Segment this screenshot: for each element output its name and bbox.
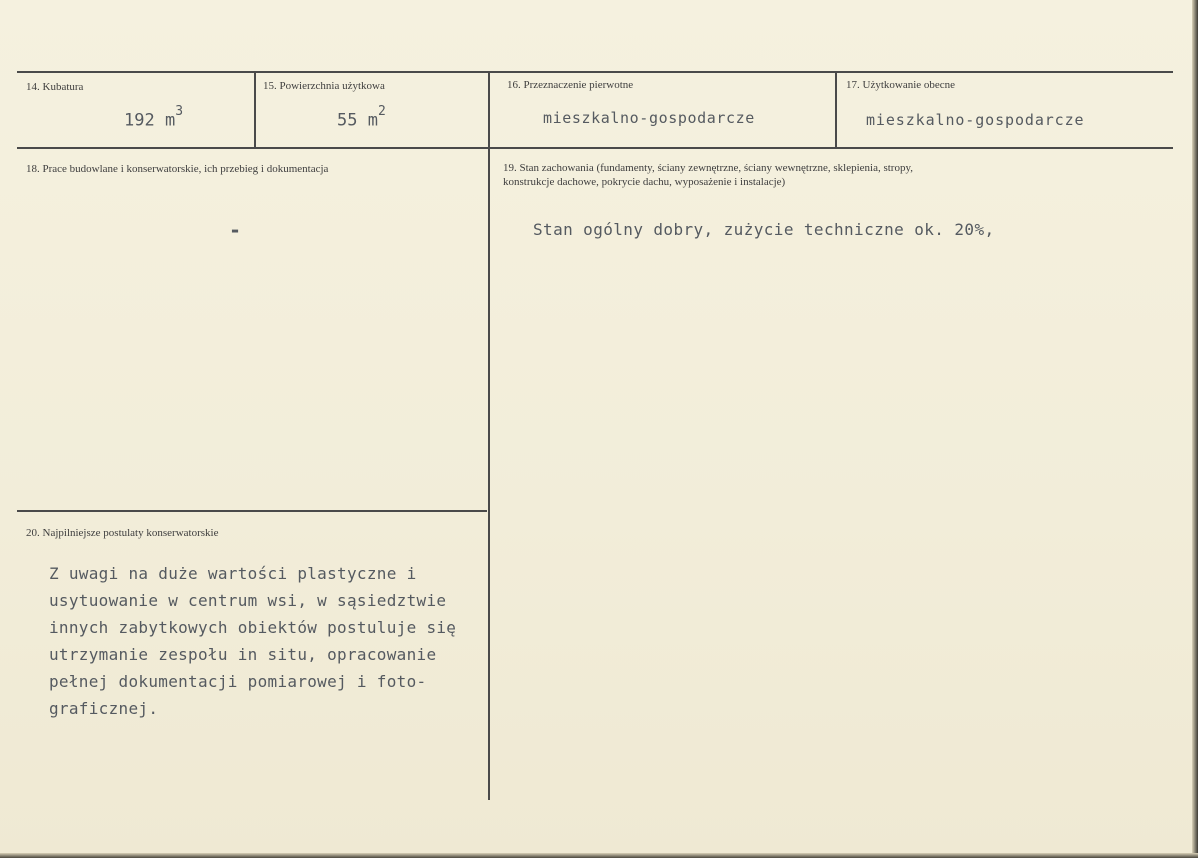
- top-rule: [17, 71, 1173, 73]
- postulaty-line: pełnej dokumentacji pomiarowej i foto-: [49, 672, 427, 691]
- divider-main: [488, 72, 490, 800]
- postulaty-line: utrzymanie zespołu in situ, opracowanie: [49, 645, 437, 664]
- kubatura-unit-exponent: 3: [175, 104, 184, 119]
- stan-value: Stan ogólny dobry, zużycie techniczne ok. 20%,: [533, 220, 995, 239]
- przeznaczenie-value: mieszkalno-gospodarcze: [543, 109, 755, 127]
- kubatura-label: 14. Kubatura: [26, 81, 84, 93]
- stan-label-line2: konstrukcje dachowe, pokrycie dachu, wyposażenie i instalacje): [503, 176, 786, 188]
- header-bottom-rule: [17, 147, 1173, 149]
- uzytkowanie-label: 17. Użytkowanie obecne: [846, 79, 956, 91]
- postulaty-line: graficznej.: [49, 699, 159, 718]
- kubatura-value: 192 $m^3$: [124, 104, 184, 131]
- scan-edge-bottom: [0, 853, 1198, 858]
- stan-label-line1: 19. Stan zachowania (fundamenty, ściany zewnętrzne, ściany wewnętrzne, sklepienia, stropy,: [503, 162, 914, 174]
- postulaty-label: 20. Najpilniejsze postulaty konserwatorskie: [26, 527, 219, 539]
- przeznaczenie-label: 16. Przeznaczenie pierwotne: [507, 79, 634, 91]
- postulaty-line: Z uwagi na duże wartości plastyczne i: [49, 564, 417, 583]
- postulaty-line: innych zabytkowych obiektów postuluje się: [49, 618, 457, 637]
- divider-16-17: [835, 72, 837, 148]
- powierzchnia-value: 55 $m^2$: [337, 104, 386, 131]
- section-18-20-divider: [17, 510, 487, 512]
- powierzchnia-label: 15. Powierzchnia użytkowa: [263, 80, 385, 92]
- uzytkowanie-value: mieszkalno-gospodarcze: [866, 111, 1085, 129]
- prace-label: 18. Prace budowlane i konserwatorskie, ich przebieg i dokumentacja: [26, 163, 329, 175]
- prace-value: -: [229, 218, 242, 242]
- scan-edge-right: [1192, 0, 1198, 858]
- powierzchnia-unit-exponent: 2: [377, 104, 386, 119]
- postulaty-text: [49, 560, 456, 722]
- postulaty-line: usytuowanie w centrum wsi, w sąsiedztwie: [49, 591, 447, 610]
- divider-14-15: [254, 72, 256, 148]
